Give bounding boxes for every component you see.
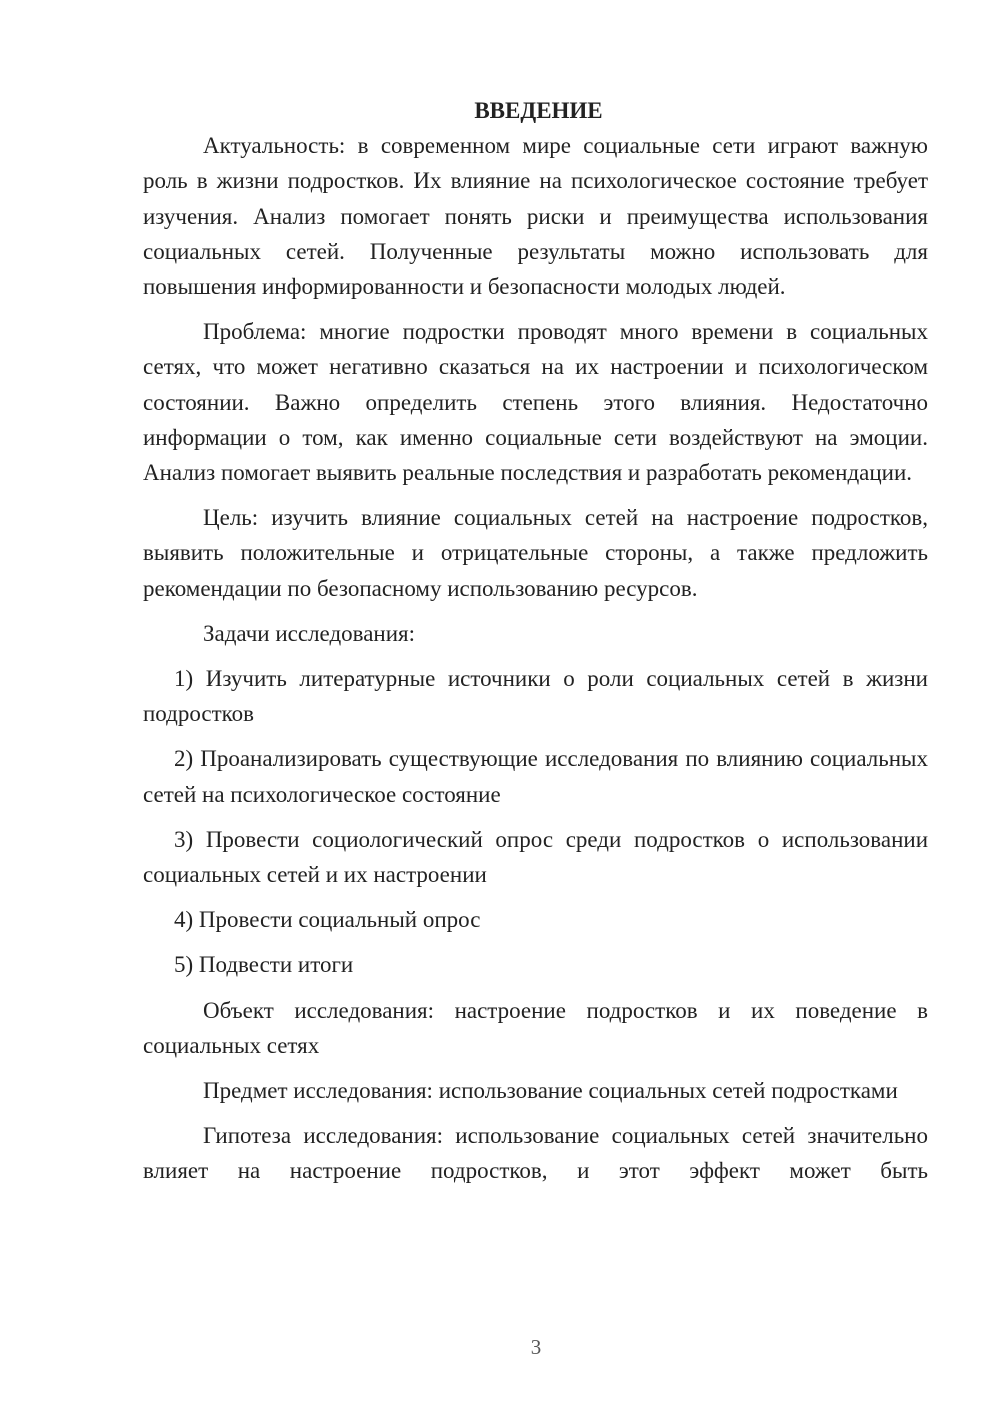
subject-paragraph: Предмет исследования: использование социальных сетей подростками xyxy=(203,1078,898,1104)
relevance-paragraph: Актуальность: в современном мире социальные сети играют важную роль в жизни подростков. Их влияние на психологическое состояние требует изучения. Анализ помогает понять риски и преимущества использования социальных сетей. Полученные результаты можно использовать для повышения информированности и безопасности молодых людей. xyxy=(143,133,928,300)
task-item: 4) Провести социальный опрос xyxy=(174,907,481,933)
goal-paragraph: Цель: изучить влияние социальных сетей на настроение подростков, выявить положительные и отрицательные стороны, а также предложить рекомендации по безопасному использованию ресурсов. xyxy=(143,505,928,601)
task-item: 2) Проанализировать существующие исследования по влиянию социальных сетей на психологическое состояние xyxy=(143,746,928,807)
page-title: ВВЕДЕНИЕ xyxy=(474,98,603,123)
tasks-heading: Задачи исследования: xyxy=(203,620,416,646)
task-item: 5) Подвести итоги xyxy=(174,952,354,978)
object-paragraph: Объект исследования: настроение подростков и их поведение в социальных сетях xyxy=(143,997,928,1058)
task-item: 1) Изучить литературные источники о роли социальных сетей в жизни подростков xyxy=(143,666,928,727)
document-body xyxy=(143,93,928,1189)
problem-paragraph: Проблема: многие подростки проводят много времени в социальных сетях, что может негативно сказаться на их настроении и психологическом состоянии. Важно определить степень этого влияния. Недостаточно информации о том, как именно социальные сети воздействуют на эмоции. Анализ помогает выявить реальные последствия и разработать рекомендации. xyxy=(143,319,928,486)
page-number: 3 xyxy=(530,1335,542,1359)
task-item: 3) Провести социологический опрос среди подростков о использовании социальных сетей и их настроении xyxy=(143,826,928,888)
hypothesis-paragraph: Гипотеза исследования: использование социальных сетей значительно влияет на настроение подростков, и этот эффект может быть xyxy=(143,1123,928,1184)
